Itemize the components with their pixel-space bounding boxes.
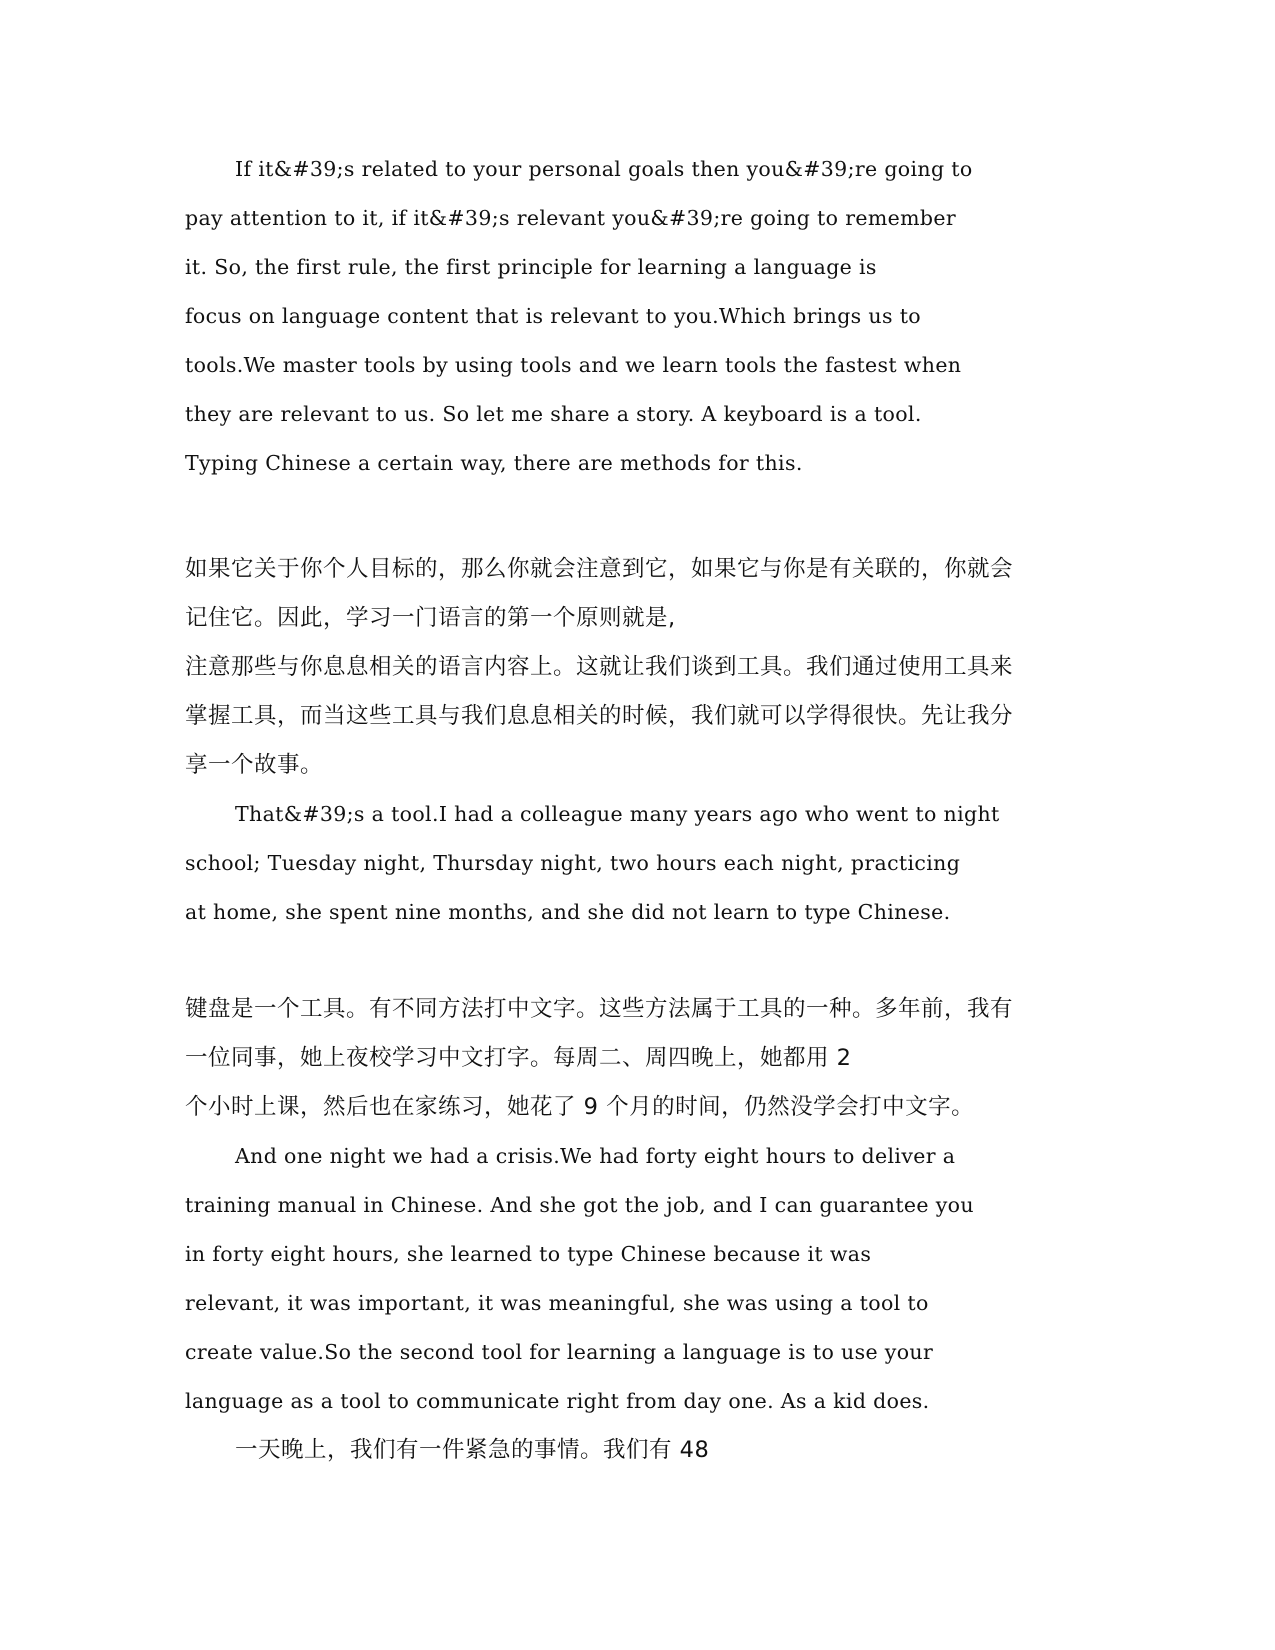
text-line: they are relevant to us. So let me share a story. A keyboard is a tool. [185, 402, 922, 426]
paragraph-english-3 [185, 1132, 1090, 1426]
paragraph-english-2 [185, 790, 1090, 937]
text-line: it. So, the first rule, the first principle for learning a language is [185, 255, 877, 279]
text-line: 掌握工具，而当这些工具与我们息息相关的时候，我们就可以学得很快。先让我分 [185, 703, 1014, 729]
paragraph-english-1 [185, 145, 1090, 488]
text-line: language as a tool to communicate right from day one. As a kid does. [185, 1389, 930, 1413]
text-line: at home, she spent nine months, and she did not learn to type Chinese. [185, 900, 951, 924]
paragraph-chinese-1 [185, 545, 1090, 790]
text-line: pay attention to it, if it&#39;s relevant you&#39;re going to remember [185, 206, 956, 230]
text-line: 一天晚上，我们有一件紧急的事情。我们有 48 [235, 1437, 710, 1463]
text-line: 一位同事，她上夜校学习中文打字。每周二、周四晚上，她都用 2 [185, 1045, 852, 1071]
text-line: And one night we had a crisis.We had forty eight hours to deliver a [235, 1144, 956, 1168]
paragraph-chinese-2 [185, 985, 1090, 1132]
text-line: relevant, it was important, it was meaningful, she was using a tool to [185, 1291, 929, 1315]
text-line: 如果它关于你个人目标的，那么你就会注意到它，如果它与你是有关联的，你就会 [185, 556, 1014, 582]
text-line: tools.We master tools by using tools and we learn tools the fastest when [185, 353, 962, 377]
text-line: focus on language content that is relevant to you.Which brings us to [185, 304, 921, 328]
text-line: school; Tuesday night, Thursday night, two hours each night, practicing [185, 851, 961, 875]
text-line: 键盘是一个工具。有不同方法打中文字。这些方法属于工具的一种。多年前，我有 [185, 996, 1014, 1022]
text-line: 记住它。因此，学习一门语言的第一个原则就是, [185, 605, 676, 631]
text-line: That&#39;s a tool.I had a colleague many years ago who went to night [235, 802, 1000, 826]
text-line: in forty eight hours, she learned to type Chinese because it was [185, 1242, 872, 1266]
text-line: Typing Chinese a certain way, there are methods for this. [185, 451, 803, 475]
text-line: 注意那些与你息息相关的语言内容上。这就让我们谈到工具。我们通过使用工具来 [185, 654, 1014, 680]
text-line: 个小时上课，然后也在家练习，她花了 9 个月的时间，仍然没学会打中文字。 [185, 1094, 975, 1120]
text-line: training manual in Chinese. And she got the job, and I can guarantee you [185, 1193, 974, 1217]
text-line: If it&#39;s related to your personal goals then you&#39;re going to [235, 157, 973, 181]
paragraph-chinese-3 [185, 1426, 1090, 1475]
text-line: 享一个故事。 [185, 752, 324, 778]
text-line: create value.So the second tool for learning a language is to use your [185, 1340, 934, 1364]
